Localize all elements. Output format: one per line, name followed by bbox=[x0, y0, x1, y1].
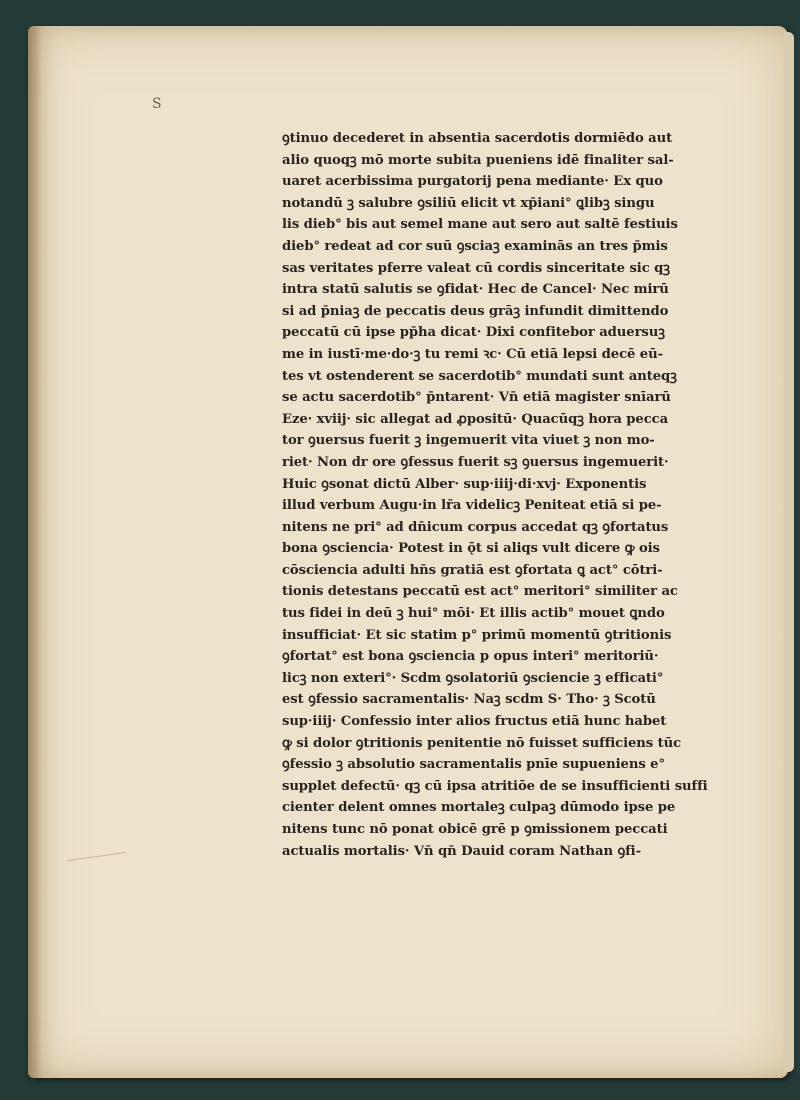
text-line: se actu sacerdotib° p̄ntarent· Vn̄ etiā magister snīarū bbox=[282, 390, 671, 406]
text-line: tor ꝯuersus fuerit ꝫ ingemuerit vita viuet ꝫ non mo- bbox=[282, 433, 655, 449]
text-line: alio quoqꝫ mō morte subita pueniens idē finaliter sal- bbox=[282, 152, 674, 168]
text-line: bona ꝯsciencia· Potest in ǭt si aliqs vult dicere ꝙ ois bbox=[282, 541, 660, 557]
text-line: dieb° redeat ad cor suū ꝯsciaꝫ examinās an tres p̄mis bbox=[282, 238, 668, 254]
text-line: sup·iiij· Confessio inter alios fructus etiā hunc habet bbox=[282, 714, 667, 730]
text-line: riet· Non dr ore ꝯfessus fuerit sꝫ ꝯuersus ingemuerit· bbox=[282, 454, 669, 470]
text-line: Huic ꝯsonat dictū Alber· sup·iiij·di·xvj· Exponentis bbox=[282, 476, 647, 492]
text-line: licꝫ non exteri°· Scdm ꝯsolatoriū ꝯsciencie ꝫ efficati° bbox=[282, 670, 664, 686]
text-line: ꝯtinuo decederet in absentia sacerdotis dormiēdo aut bbox=[282, 131, 673, 146]
text-line: nitens tunc nō ponat obicē grē p ꝯmissionem peccati bbox=[282, 822, 668, 837]
paper-stain bbox=[67, 852, 129, 881]
text-line: ꝯfortat° est bona ꝯsciencia p opus interi° meritoriū· bbox=[282, 649, 659, 665]
page-gutter-shadow bbox=[28, 26, 42, 1078]
text-line: illud verbum Augu·in lr̄a videlicꝫ Peniteat etiā si pe- bbox=[282, 498, 662, 514]
text-line: tus fidei in deū ꝫ hui° mōi· Et illis actib° mouet ꝗndo bbox=[282, 606, 665, 622]
text-line: me in iustī·me·do·ꝫ tu remi ꝛc· Cū etiā lepsi decē eū- bbox=[282, 346, 663, 362]
margin-mark: S bbox=[152, 96, 162, 112]
text-line: intra statū salutis se ꝯfidat· Hec de Cancel· Nec mirū bbox=[282, 282, 669, 298]
text-line: ꝯfessio ꝫ absolutio sacramentalis pnīe supueniens e° bbox=[282, 757, 665, 773]
text-line: nitens ne pri° ad dn̄icum corpus accedat qꝫ ꝯfortatus bbox=[282, 519, 669, 535]
text-line: lis dieb° bis aut semel mane aut sero aut saltē festiuis bbox=[282, 217, 678, 233]
text-line: cienter delent omnes mortaleꝫ culpaꝫ dūmodo ipse pe bbox=[282, 800, 676, 816]
text-line: si ad p̄niaꝫ de peccatis deus grāꝫ infundit dimittendo bbox=[282, 303, 669, 319]
text-line: tionis detestans peccatū est act° meritori° similiter ac bbox=[282, 584, 678, 600]
page-edge bbox=[784, 32, 794, 1072]
text-line: Eze· xviij· sic allegat ad ꝓpositū· Quacūqꝫ hora pecca bbox=[282, 411, 669, 427]
manuscript-page bbox=[28, 26, 788, 1078]
text-line: actualis mortalis· Vn̄ qn̄ Dauid coram Nathan ꝯfi- bbox=[282, 843, 641, 859]
text-line: sas veritates pferre valeat cū cordis sinceritate sic qꝫ bbox=[282, 260, 670, 276]
text-line: peccatū cū ipse pp̄ha dicat· Dixi confitebor aduersuꝫ bbox=[282, 325, 665, 341]
text-line: notandū ꝫ salubre ꝯsiliū elicit vt xp̄iani° ꝗlibꝫ singu bbox=[282, 195, 655, 211]
text-line: supplet defectū· qꝫ cū ipsa atritiōe de se insufficienti suffi bbox=[282, 778, 708, 794]
text-line: ꝙ si dolor ꝯtritionis penitentie nō fuisset sufficiens tūc bbox=[282, 735, 682, 751]
text-line: tes vt ostenderent se sacerdotib° mundati sunt anteqꝫ bbox=[282, 368, 677, 384]
text-block bbox=[282, 128, 744, 862]
text-line: cōsciencia adulti hn̄s gratiā est ꝯfortata ꝗ act° cōtri- bbox=[282, 562, 663, 578]
text-line: uaret acerbissima purgatorij pena mediante· Ex quo bbox=[282, 174, 663, 190]
text-line: insufficiat· Et sic statim p° primū momentū ꝯtritionis bbox=[282, 627, 672, 643]
text-line: est ꝯfessio sacramentalis· Naꝫ scdm S· Tho· ꝫ Scotū bbox=[282, 692, 656, 708]
